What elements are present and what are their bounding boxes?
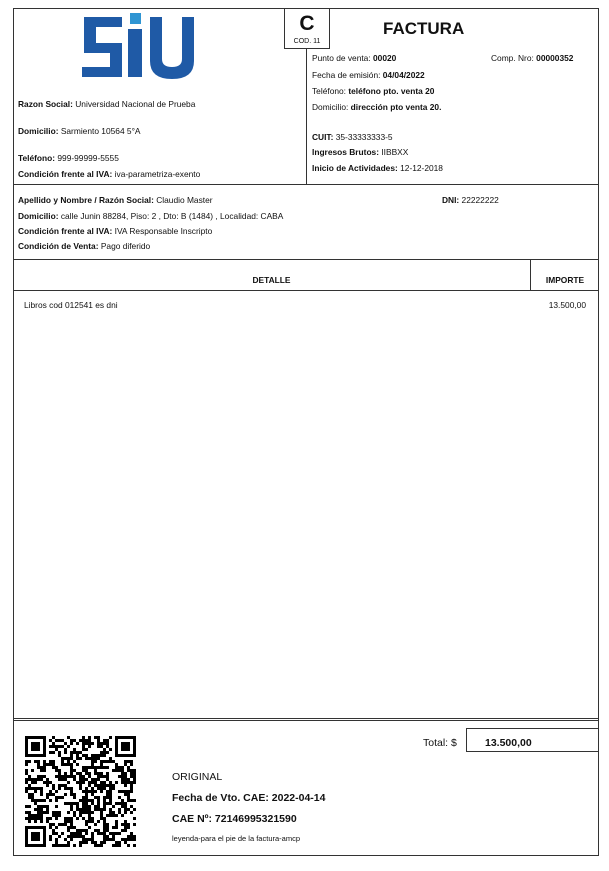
table-header-divider (13, 290, 599, 291)
pos-phone: Teléfono: teléfono pto. venta 20 (312, 86, 435, 96)
copy-label: ORIGINAL (172, 771, 223, 783)
cae-due-date: Fecha de Vto. CAE: 2022-04-14 (172, 792, 326, 804)
issue-date: Fecha de emisión: 04/04/2022 (312, 70, 425, 80)
row-detail: Libros cod 012541 es dni (24, 300, 118, 310)
qr-code-icon (25, 736, 138, 847)
client-iva: Condición frente al IVA: IVA Responsable Inscripto (18, 226, 213, 236)
total-box (466, 728, 599, 752)
invoice-letter: C (299, 12, 315, 35)
total-value: 13.500,00 (485, 737, 532, 749)
table-row (13, 300, 599, 312)
activity-start: Inicio de Actividades: 12-12-2018 (312, 163, 443, 173)
qr-code (25, 736, 138, 847)
sale-condition: Condición de Venta: Pago diferido (18, 241, 151, 251)
cae-number: CAE Nº: 72146995321590 (172, 813, 297, 825)
total-label: Total: $ (423, 737, 457, 749)
detail-table (13, 259, 599, 721)
invoice-code: COD. 11 (293, 38, 321, 45)
column-header-amount: IMPORTE (545, 275, 585, 285)
seller-phone: Teléfono: 999-99999-5555 (18, 153, 119, 163)
pos-address: Domicilio: dirección pto venta 20. (312, 102, 442, 112)
footer-legend: leyenda-para el pie de la factura-amcp (172, 834, 300, 843)
invoice-title: FACTURA (383, 19, 465, 38)
point-of-sale: Punto de venta: 00020 (312, 53, 397, 63)
seller-name: Razon Social: Universidad Nacional de Prueba (18, 99, 196, 109)
logo (80, 13, 206, 81)
cuit: CUIT: 35-33333333-5 (312, 132, 393, 142)
seller-address: Domicilio: Sarmiento 10564 5°A (18, 126, 141, 136)
client-name: Apellido y Nombre / Razón Social: Claudio Master (18, 195, 213, 205)
footer-top-rule (13, 718, 599, 719)
column-header-detail: DETALLE (252, 275, 291, 285)
row-amount: 13.500,00 (548, 300, 586, 310)
header-divider (306, 48, 307, 185)
client-address: Domicilio: calle Junin 88284, Piso: 2 , Dto: B (1484) , Localidad: CABA (18, 211, 284, 221)
client-dni: DNI: 22222222 (442, 195, 499, 205)
siu-logo-icon (80, 13, 206, 81)
gross-income: Ingresos Brutos: IIBBXX (312, 147, 409, 157)
comp-number: Comp. Nro: 00000352 (491, 53, 574, 63)
seller-iva: Condición frente al IVA: iva-parametriza-exento (18, 169, 201, 179)
invoice-type-box (284, 8, 330, 49)
